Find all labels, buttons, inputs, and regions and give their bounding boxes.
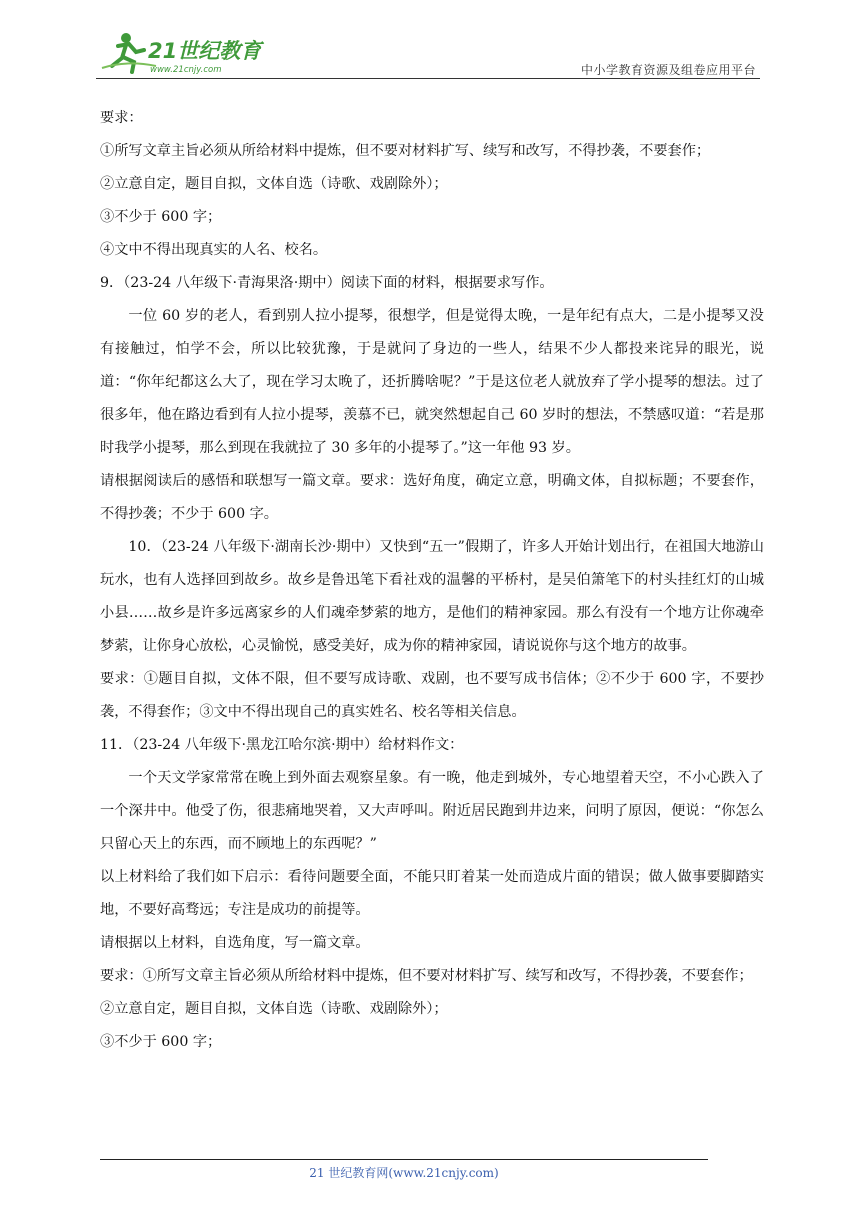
logo-url: www.21cnjy.com: [150, 65, 222, 75]
paragraph: 请根据阅读后的感悟和联想写一篇文章。要求：选好角度，确定立意，明确文体，自拟标题；不要套作，不得抄袭；不少于 600 字。: [100, 473, 764, 522]
paragraph: 10．（23-24 八年级下·湖南长沙·期中）又快到“五一”假期了，许多人开始计划出行，在祖国大地游山玩水，也有人选择回到故乡。故乡是鲁迅笔下看社戏的温馨的平桥村，是吴伯箫笔下的村头挂红灯的山城小县……故乡是许多远离家乡的人们魂牵梦萦的地方，是他们的精神家园。那么有没有一个地方让你魂牵梦萦，让你身心放松，心灵愉悦，感受美好，成为你的精神家园，请说说你与这个地方的故事。: [100, 539, 764, 654]
page-header: [96, 28, 760, 80]
paragraph: 9．（23-24 八年级下·青海果洛·期中）阅读下面的材料，根据要求写作。: [100, 275, 554, 291]
logo-wordmark: 21世纪教育: [148, 39, 262, 63]
paragraph: 一位 60 岁的老人，看到别人拉小提琴，很想学，但是觉得太晚，一是年纪有点大，二是小提琴又没有接触过，怕学不会，所以比较犹豫，于是就问了身边的一些人，结果不少人都投来诧异的眼光，说道：“你年纪都这么大了，现在学习太晚了，还折腾啥呢？”于是这位老人就放弃了学小提琴的想法。过了很多年，他在路边看到有人拉小提琴，羡慕不已，就突然想起自己 60 岁时的想法，不禁感叹道：“若是那时我学小提琴，那么到现在我就拉了 30 多年的小提琴了。”这一年他 93 岁。: [100, 308, 764, 456]
paragraph: 要求：: [100, 110, 143, 126]
footer-link[interactable]: 21 世纪教育网(www.21cnjy.com): [309, 1166, 499, 1180]
paragraph: 要求：①所写文章主旨必须从所给材料中提炼，但不要对材料扩写、续写和改写，不得抄袭，不要套作；: [100, 968, 753, 984]
paragraph: 请根据以上材料，自选角度，写一篇文章。: [100, 935, 370, 951]
runner-logo-icon: [96, 28, 266, 78]
header-divider: [96, 78, 760, 79]
paragraph: ③不少于 600 字；: [100, 1034, 222, 1050]
paragraph: ②立意自定，题目自拟，文体自选（诗歌、戏剧除外）；: [100, 1001, 448, 1017]
paragraph: ③不少于 600 字；: [100, 209, 222, 225]
paragraph: ④文中不得出现真实的人名、校名。: [100, 242, 328, 258]
paragraph: 11．（23-24 八年级下·黑龙江哈尔滨·期中）给材料作文：: [100, 737, 464, 753]
site-logo[interactable]: [96, 28, 266, 78]
footer-divider: [100, 1159, 708, 1160]
paragraph: 以上材料给了我们如下启示：看待问题要全面，不能只盯着某一处而造成片面的错误；做人做事要脚踏实地，不要好高骛远；专注是成功的前提等。: [100, 869, 764, 918]
platform-name: 中小学教育资源及组卷应用平台: [580, 63, 756, 77]
paragraph: 一个天文学家常常在晚上到外面去观察星象。有一晚，他走到城外，专心地望着天空，不小心跌入了一个深井中。他受了伤，很悲痛地哭着，又大声呼叫。附近居民跑到井边来，问明了原因，便说：“你怎么只留心天上的东西，而不顾地上的东西呢？”: [100, 770, 764, 852]
paragraph: ②立意自定，题目自拟，文体自选（诗歌、戏剧除外）；: [100, 176, 448, 192]
paragraph: 要求：①题目自拟，文体不限，但不要写成诗歌、戏剧，也不要写成书信体；②不少于 600 字，不要抄袭，不得套作；③文中不得出现自己的真实姓名、校名等相关信息。: [100, 671, 764, 720]
document-body: [100, 102, 764, 1059]
paragraph: ①所写文章主旨必须从所给材料中提炼，但不要对材料扩写、续写和改写，不得抄袭，不要套作；: [100, 143, 711, 159]
